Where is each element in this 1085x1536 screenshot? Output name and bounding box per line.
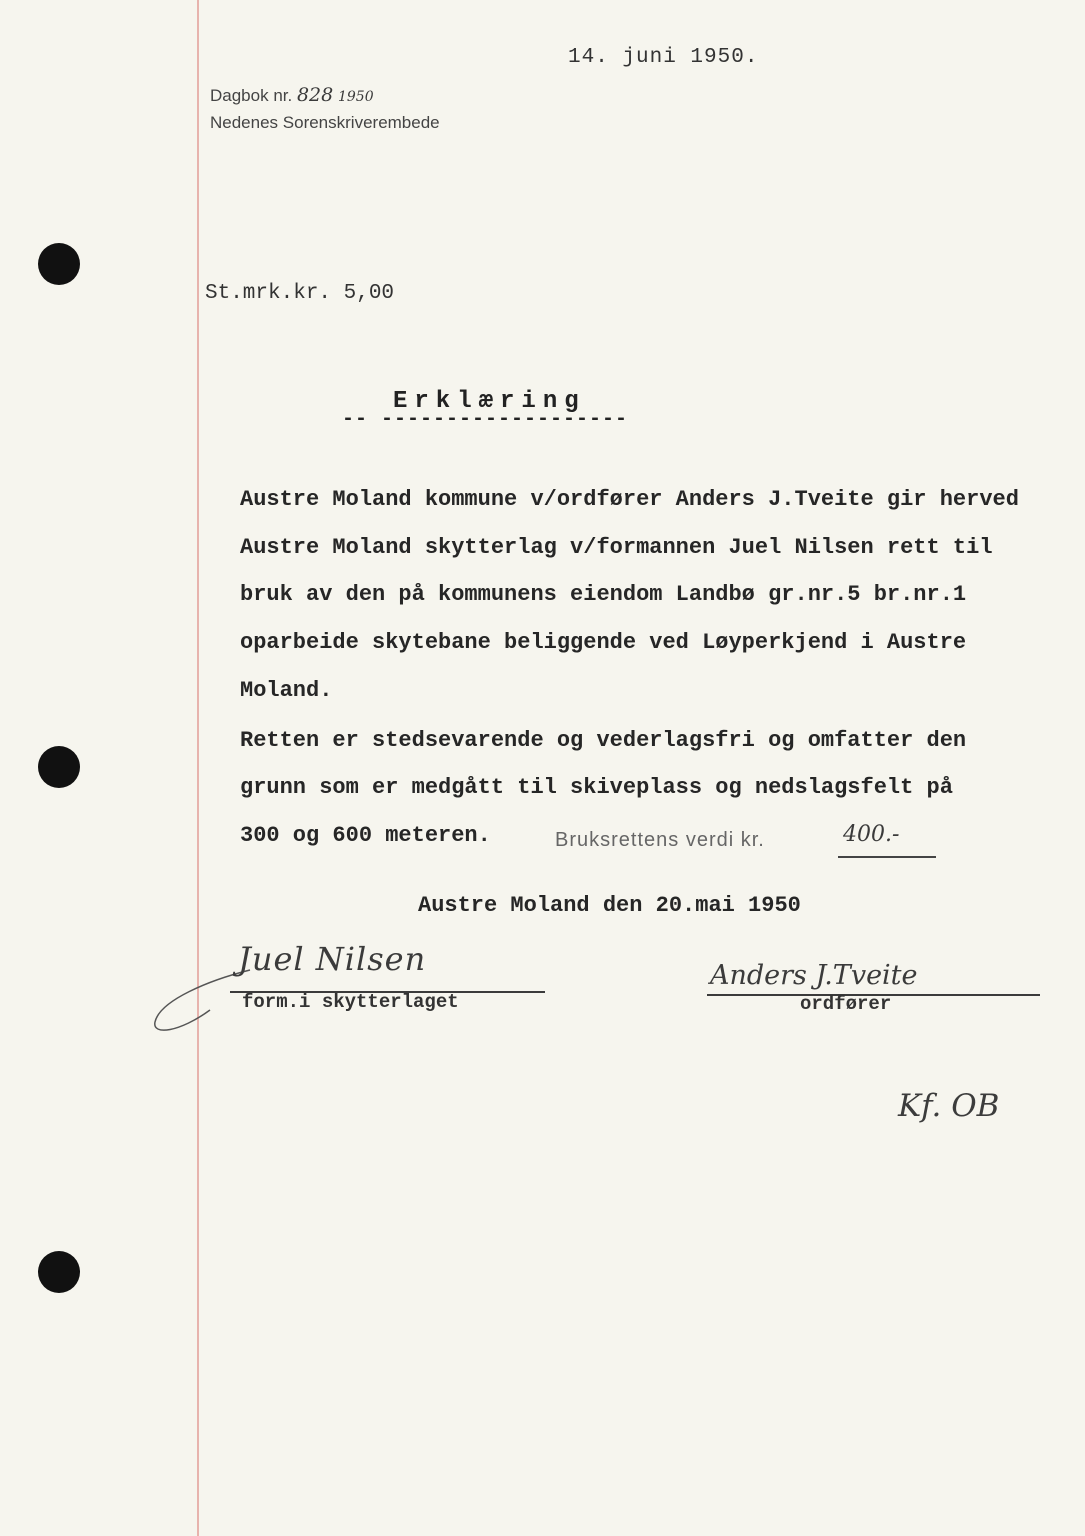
journal-number: 828	[296, 84, 334, 106]
signature-left: Juel Nilsen	[238, 940, 427, 978]
value-amount: 400.-	[843, 822, 900, 847]
punch-hole	[38, 746, 80, 788]
handwritten-initials: Kf. OB	[898, 1088, 1000, 1124]
journal-stamp	[210, 84, 374, 106]
punch-hole	[38, 1251, 80, 1293]
document-title: Erklæring	[393, 388, 586, 415]
body-line: oparbeide skytebane beliggende ved Løyperkjend i Austre	[240, 630, 967, 655]
signature-left-role: form.i skytterlaget	[242, 991, 459, 1013]
body-line: bruk av den på kommunens eiendom Landbø gr.nr.5 br.nr.1	[240, 582, 967, 607]
document-date: 14. juni 1950.	[568, 46, 759, 69]
body-line: 300 og 600 meteren.	[240, 823, 491, 848]
stamp-fee: St.mrk.kr. 5,00	[205, 282, 395, 305]
margin-line	[197, 0, 199, 1536]
value-note: Bruksrettens verdi kr.	[555, 829, 765, 851]
value-underline	[838, 856, 936, 858]
signature-right-role: ordfører	[800, 993, 892, 1015]
body-line: Retten er stedsevarende og vederlagsfri og omfatter den	[240, 728, 967, 753]
place-date: Austre Moland den 20.mai 1950	[418, 893, 801, 918]
body-line: Austre Moland skytterlag v/formannen Juel Nilsen rett til	[240, 535, 993, 560]
office-stamp: Nedenes Sorenskriverembede	[210, 113, 440, 132]
body-line: Moland.	[240, 678, 333, 703]
body-line: Austre Moland kommune v/ordfører Anders J.Tveite gir herved	[240, 487, 1019, 512]
journal-label: Dagbok nr.	[210, 86, 293, 105]
body-line: grunn som er medgått til skiveplass og nedslagsfelt på	[240, 775, 953, 800]
journal-year: 1950	[337, 89, 374, 105]
title-underline: -- -------------------	[342, 408, 629, 431]
punch-hole	[38, 243, 80, 285]
signature-right: Anders J.Tveite	[710, 960, 918, 991]
